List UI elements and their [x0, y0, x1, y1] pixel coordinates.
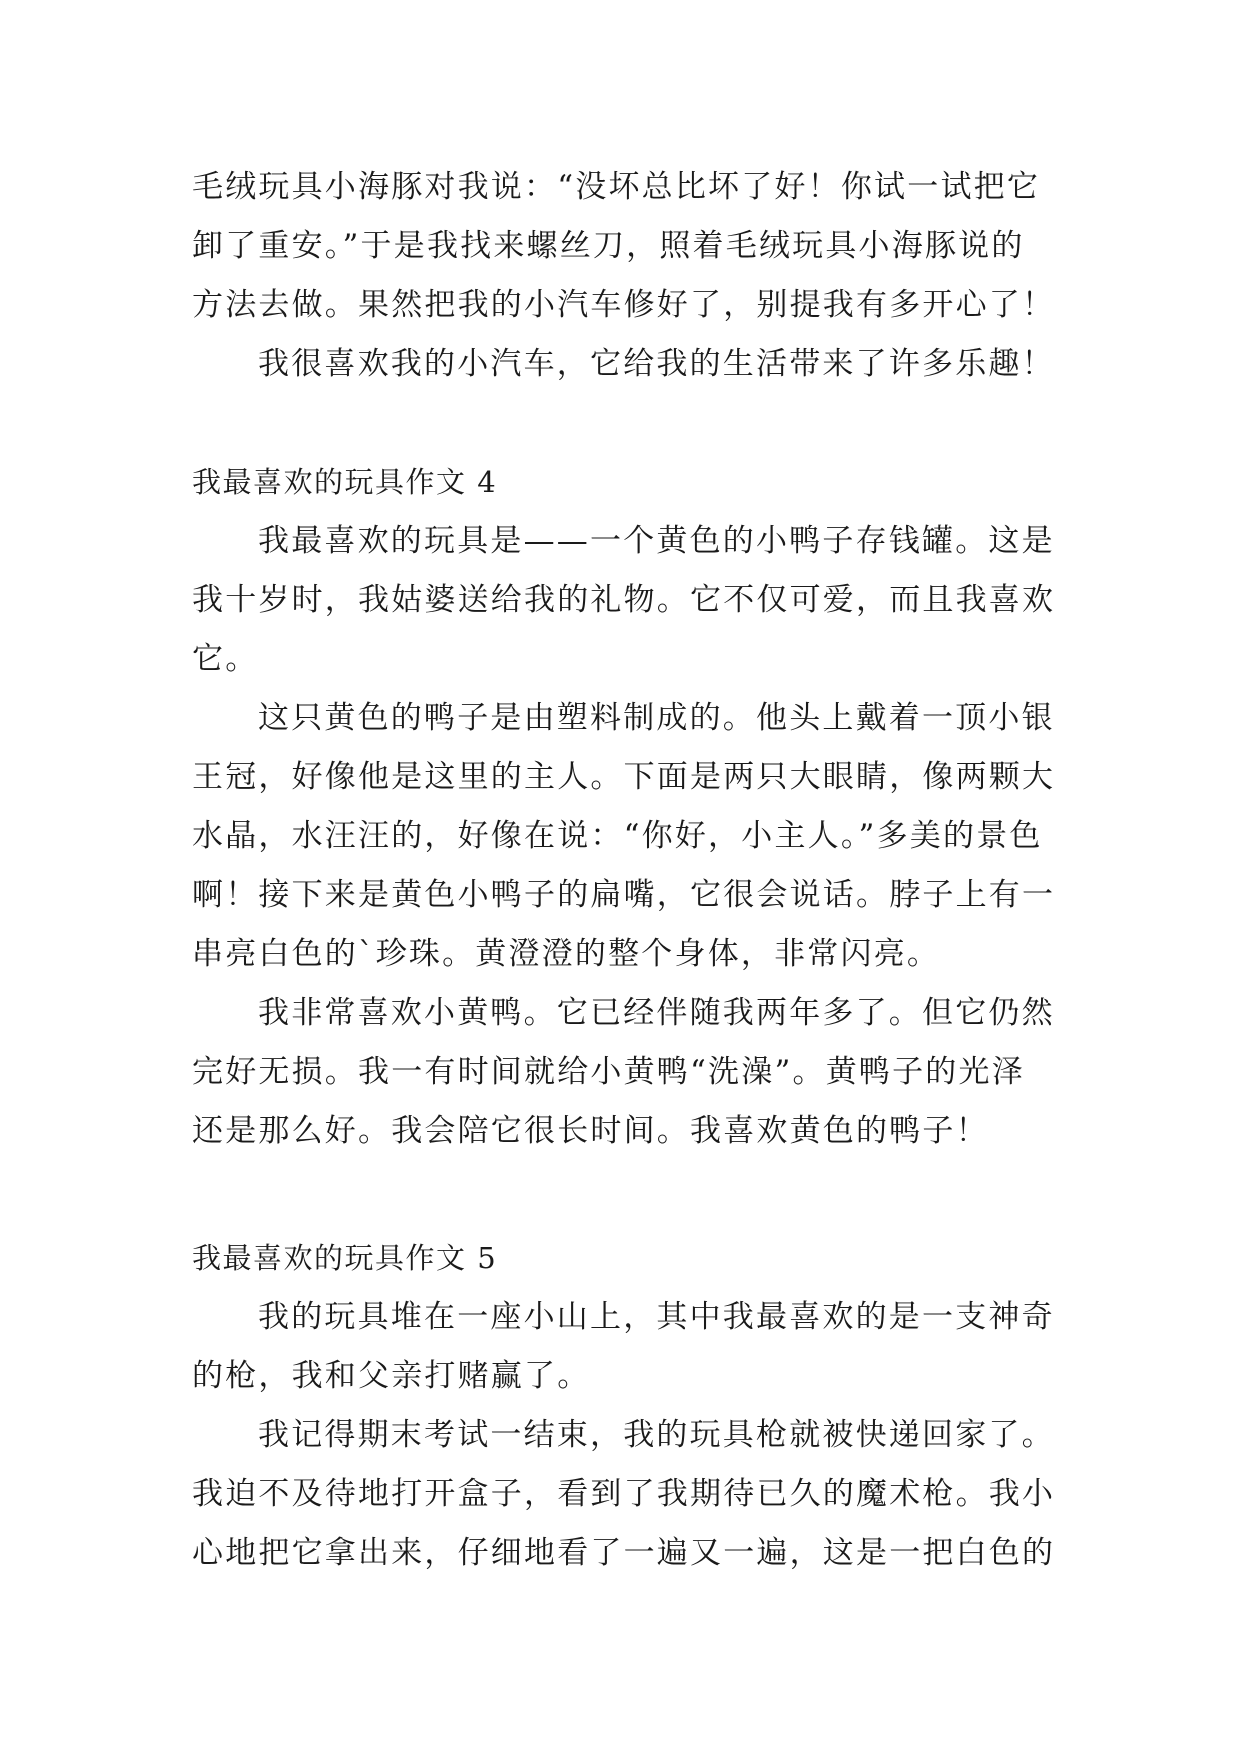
essay-5-paragraph-2 [192, 1406, 1072, 1583]
essay-4-paragraph-3 [192, 984, 1072, 1161]
text-line: 卸了重安。”于是我找来螺丝刀，照着毛绒玩具小海豚说的 [192, 228, 1025, 264]
text-line: 王冠，好像他是这里的主人。下面是两只大眼睛，像两颗大 [192, 759, 1056, 795]
text-line: 串亮白色的`珍珠。黄澄澄的整个身体，非常闪亮。 [192, 936, 941, 972]
text-line: 毛绒玩具小海豚对我说：“没坏总比坏了好！你试一试把它 [192, 169, 1041, 205]
text-line: 我记得期末考试一结束，我的玩具枪就被快递回家了。 [258, 1417, 1055, 1453]
section-gap [192, 394, 1072, 453]
text-line: 我迫不及待地打开盒子，看到了我期待已久的魔术枪。我小 [192, 1476, 1056, 1512]
text-line: 我最喜欢的玩具是——一个黄色的小鸭子存钱罐。这是 [258, 523, 1055, 559]
essay-4-paragraph-2 [192, 689, 1072, 984]
text-line: 心地把它拿出来，仔细地看了一遍又一遍，这是一把白色的 [192, 1535, 1056, 1571]
essay-4-paragraph-1 [192, 512, 1072, 689]
text-line: 啊！接下来是黄色小鸭子的扁嘴，它很会说话。脖子上有一 [192, 877, 1056, 913]
text-line: 我很喜欢我的小汽车，它给我的生活带来了许多乐趣！ [258, 346, 1055, 382]
intro-paragraph [192, 158, 1072, 335]
essay-4-title: 我最喜欢的玩具作文 4 [192, 465, 498, 499]
text-line: 我十岁时，我姑婆送给我的礼物。它不仅可爱，而且我喜欢 [192, 582, 1056, 618]
text-line: 还是那么好。我会陪它很长时间。我喜欢黄色的鸭子！ [192, 1113, 989, 1149]
text-line: 我非常喜欢小黄鸭。它已经伴随我两年多了。但它仍然 [258, 995, 1055, 1031]
section-gap [192, 1161, 1072, 1229]
text-line: 水晶，水汪汪的，好像在说：“你好，小主人。”多美的景色 [192, 818, 1043, 854]
text-line: 这只黄色的鸭子是由塑料制成的。他头上戴着一顶小银 [258, 700, 1055, 736]
intro-closing-paragraph [192, 335, 1072, 394]
essay-5-title: 我最喜欢的玩具作文 5 [192, 1241, 498, 1275]
text-line: 方法去做。果然把我的小汽车修好了，别提我有多开心了！ [192, 287, 1056, 323]
text-line: 我的玩具堆在一座小山上，其中我最喜欢的是一支神奇 [258, 1299, 1055, 1335]
text-line: 的枪，我和父亲打赌赢了。 [192, 1358, 591, 1394]
essay-5-paragraph-1 [192, 1288, 1072, 1406]
text-line: 它。 [192, 641, 259, 677]
text-line: 完好无损。我一有时间就给小黄鸭“洗澡”。黄鸭子的光泽 [192, 1054, 1025, 1090]
text-column [192, 158, 1072, 1583]
